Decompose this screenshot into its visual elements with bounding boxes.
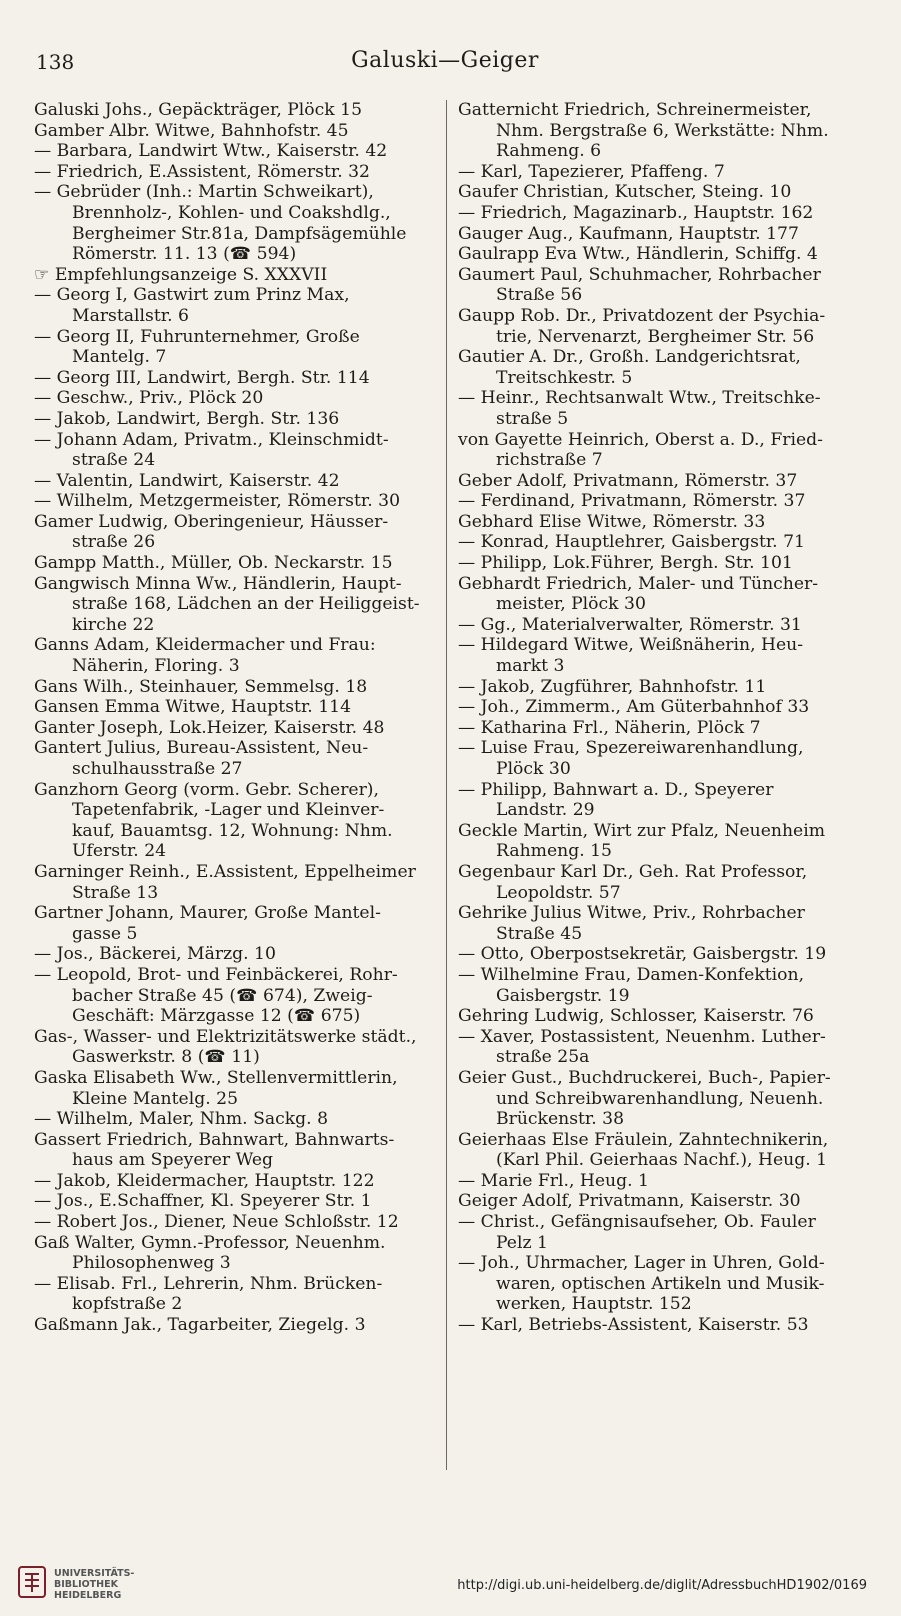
directory-entry xyxy=(458,821,868,862)
directory-entry xyxy=(458,697,868,718)
entry-continuation-line: straße 5 xyxy=(496,408,569,429)
entry-continuation-line: Brückenstr. 38 xyxy=(496,1109,625,1130)
entry-line: Geber Adolf, Privatmann, Römerstr. 37 xyxy=(458,470,798,491)
directory-entry xyxy=(34,491,434,512)
entry-line: — Barbara, Landwirt Wtw., Kaiserstr. 42 xyxy=(34,141,388,162)
entry-continuation-line: Gaswerkstr. 8 (☎ 11) xyxy=(72,1047,260,1068)
entry-line: Ganter Joseph, Lok.Heizer, Kaiserstr. 48 xyxy=(34,717,385,738)
entry-line: — Georg II, Fuhrunternehmer, Große xyxy=(34,326,360,347)
entry-line: — Katharina Frl., Näherin, Plöck 7 xyxy=(458,717,761,738)
entry-line: — Marie Frl., Heug. 1 xyxy=(458,1170,649,1191)
entry-line: — Leopold, Brot- und Feinbäckerei, Rohr- xyxy=(34,964,398,985)
directory-entry xyxy=(458,388,868,429)
directory-entry xyxy=(458,182,868,203)
entry-line: — Johann Adam, Privatm., Kleinschmidt- xyxy=(34,429,389,450)
directory-entry xyxy=(34,265,434,286)
entry-continuation-line: Tapetenfabrik, -Lager und Kleinver- xyxy=(72,800,385,821)
directory-entry xyxy=(458,635,868,676)
entry-line: Geckle Martin, Wirt zur Pfalz, Neuenheim xyxy=(458,820,825,841)
entry-line: — Robert Jos., Diener, Neue Schloßstr. 12 xyxy=(34,1212,399,1233)
entry-line: — Gebrüder (Inh.: Martin Schweikart), xyxy=(34,182,374,203)
entry-line: — Geschw., Priv., Plöck 20 xyxy=(34,388,264,409)
directory-entry xyxy=(34,512,434,553)
directory-entry xyxy=(34,1233,434,1274)
directory-entry xyxy=(458,1171,868,1192)
right-column xyxy=(458,100,868,1336)
directory-entry xyxy=(458,1006,868,1027)
entry-continuation-line: Römerstr. 11. 13 (☎ 594) xyxy=(72,244,297,265)
entry-line: — Georg I, Gastwirt zum Prinz Max, xyxy=(34,285,350,306)
column-divider xyxy=(446,100,447,1470)
entry-line: — Jakob, Kleidermacher, Hauptstr. 122 xyxy=(34,1170,375,1191)
entry-line: Geier Gust., Buchdruckerei, Buch-, Papier- xyxy=(458,1067,831,1088)
directory-entry xyxy=(458,862,868,903)
entry-line: Ganzhorn Georg (vorm. Gebr. Scherer), xyxy=(34,779,379,800)
entry-line: Gaßmann Jak., Tagarbeiter, Ziegelg. 3 xyxy=(34,1315,366,1336)
entry-continuation-line: Brennholz-, Kohlen- und Coakshdlg., xyxy=(72,202,391,223)
directory-entry xyxy=(34,944,434,965)
entry-line: Gauger Aug., Kaufmann, Hauptstr. 177 xyxy=(458,223,799,244)
entry-continuation-line: bacher Straße 45 (☎ 674), Zweig- xyxy=(72,985,373,1006)
directory-entry xyxy=(34,903,434,944)
directory-entry xyxy=(34,471,434,492)
entry-continuation-line: Nhm. Bergstraße 6, Werkstätte: Nhm. xyxy=(496,120,829,141)
entry-line: — Konrad, Hauptlehrer, Gaisbergstr. 71 xyxy=(458,532,805,553)
entry-continuation-line: Landstr. 29 xyxy=(496,800,595,821)
entry-line: Gas-, Wasser- und Elektrizitätswerke städt., xyxy=(34,1026,417,1047)
directory-entry xyxy=(34,1212,434,1233)
entry-continuation-line: Straße 56 xyxy=(496,285,583,306)
directory-entry xyxy=(458,944,868,965)
directory-entry xyxy=(458,265,868,306)
entry-continuation-line: haus am Speyerer Weg xyxy=(72,1150,274,1171)
directory-entry xyxy=(458,677,868,698)
entry-line: — Jakob, Zugführer, Bahnhofstr. 11 xyxy=(458,676,767,697)
entry-line: Gaska Elisabeth Ww., Stellenvermittlerin, xyxy=(34,1067,398,1088)
directory-entry xyxy=(34,1109,434,1130)
directory-entry xyxy=(34,1027,434,1068)
directory-entry xyxy=(34,1315,434,1336)
running-head: Galuski—Geiger xyxy=(351,48,539,73)
directory-entry xyxy=(34,553,434,574)
directory-entry xyxy=(458,738,868,779)
page-footer xyxy=(0,1520,901,1616)
entry-line: Gamer Ludwig, Oberingenieur, Häusser- xyxy=(34,511,389,532)
entry-line: Gebhardt Friedrich, Maler- und Tüncher- xyxy=(458,573,819,594)
entry-continuation-line: Plöck 30 xyxy=(496,759,571,779)
entry-continuation-line: waren, optischen Artikeln und Musik- xyxy=(496,1273,825,1294)
entry-line: Gebhard Elise Witwe, Römerstr. 33 xyxy=(458,511,766,532)
directory-entry xyxy=(34,1068,434,1109)
directory-entry xyxy=(458,1212,868,1253)
entry-continuation-line: (Karl Phil. Geierhaas Nachf.), Heug. 1 xyxy=(496,1150,828,1171)
directory-entry xyxy=(34,141,434,162)
entry-line: — Friedrich, E.Assistent, Römerstr. 32 xyxy=(34,161,370,182)
entry-continuation-line: Geschäft: Märzgasse 12 (☎ 675) xyxy=(72,1006,361,1027)
entry-line: Gautier A. Dr., Großh. Landgerichtsrat, xyxy=(458,347,801,368)
entry-line: — Georg III, Landwirt, Bergh. Str. 114 xyxy=(34,367,370,388)
directory-entry xyxy=(34,430,434,471)
entry-line: — Elisab. Frl., Lehrerin, Nhm. Brücken- xyxy=(34,1273,383,1294)
entry-line: Gassert Friedrich, Bahnwart, Bahnwarts- xyxy=(34,1129,395,1150)
directory-entry xyxy=(458,471,868,492)
entry-line: — Ferdinand, Privatmann, Römerstr. 37 xyxy=(458,491,806,512)
directory-entry xyxy=(458,1068,868,1130)
left-column xyxy=(34,100,434,1336)
directory-entry xyxy=(458,1191,868,1212)
entry-continuation-line: straße 26 xyxy=(72,532,156,553)
entry-continuation-line: Leopoldstr. 57 xyxy=(496,882,621,903)
directory-entry xyxy=(458,244,868,265)
directory-entry xyxy=(34,780,434,862)
directory-entry xyxy=(34,409,434,430)
entry-line: — Heinr., Rechtsanwalt Wtw., Treitschke- xyxy=(458,388,821,409)
entry-line: Gaumert Paul, Schuhmacher, Rohrbacher xyxy=(458,264,821,285)
entry-line: Gansen Emma Witwe, Hauptstr. 114 xyxy=(34,697,352,718)
directory-entry xyxy=(34,100,434,121)
entry-continuation-line: Rahmeng. 6 xyxy=(496,141,602,162)
entry-continuation-line: Straße 45 xyxy=(496,923,583,944)
directory-entry xyxy=(34,1171,434,1192)
entry-continuation-line: markt 3 xyxy=(496,656,565,677)
directory-entry xyxy=(34,388,434,409)
entry-line: Gegenbaur Karl Dr., Geh. Rat Professor, xyxy=(458,861,808,882)
entry-line: — Hildegard Witwe, Weißnäherin, Heu- xyxy=(458,635,804,656)
entry-continuation-line: werken, Hauptstr. 152 xyxy=(496,1294,692,1315)
directory-entry xyxy=(458,203,868,224)
directory-entry xyxy=(34,738,434,779)
logo-line: BIBLIOTHEK xyxy=(54,1579,118,1590)
entry-line: Gaulrapp Eva Wtw., Händlerin, Schiffg. 4 xyxy=(458,244,818,265)
entry-continuation-line: Gaisbergstr. 19 xyxy=(496,985,630,1006)
directory-entry xyxy=(458,553,868,574)
directory-entry xyxy=(458,718,868,739)
directory-entry xyxy=(34,1130,434,1171)
entry-line: — Friedrich, Magazinarb., Hauptstr. 162 xyxy=(458,202,814,223)
entry-line: Ganns Adam, Kleidermacher und Frau: xyxy=(34,635,376,656)
entry-continuation-line: Kleine Mantelg. 25 xyxy=(72,1088,239,1109)
directory-entry xyxy=(34,162,434,183)
page-header xyxy=(30,44,860,80)
entry-line: — Luise Frau, Spezereiwarenhandlung, xyxy=(458,738,804,759)
entry-line: Gatternicht Friedrich, Schreinermeister, xyxy=(458,100,812,120)
entry-line: Geiger Adolf, Privatmann, Kaiserstr. 30 xyxy=(458,1191,801,1212)
directory-entry xyxy=(34,285,434,326)
entry-line: — Karl, Betriebs-Assistent, Kaiserstr. 53 xyxy=(458,1315,809,1336)
directory-entry xyxy=(34,368,434,389)
entry-line: — Christ., Gefängnisaufseher, Ob. Fauler xyxy=(458,1212,816,1233)
entry-line: — Xaver, Postassistent, Neuenhm. Luther- xyxy=(458,1026,826,1047)
entry-continuation-line: straße 168, Lädchen an der Heiliggeist- xyxy=(72,594,420,615)
directory-entry xyxy=(458,532,868,553)
directory-entry xyxy=(458,100,868,162)
source-url-link[interactable]: http://digi.ub.uni-heidelberg.de/diglit/AdressbuchHD1902/0169 xyxy=(457,1578,867,1593)
entry-line: Gantert Julius, Bureau-Assistent, Neu- xyxy=(34,738,369,759)
entry-continuation-line: und Schreibwarenhandlung, Neuenh. xyxy=(496,1088,824,1109)
entry-line: — Wilhelm, Metzgermeister, Römerstr. 30 xyxy=(34,491,401,512)
entry-line: — Wilhelmine Frau, Damen-Konfektion, xyxy=(458,964,805,985)
directory-entry xyxy=(458,1315,868,1336)
entry-line: Gaß Walter, Gymn.-Professor, Neuenhm. xyxy=(34,1232,386,1253)
directory-entry xyxy=(458,1130,868,1171)
entry-continuation-line: meister, Plöck 30 xyxy=(496,594,646,615)
directory-entry xyxy=(34,862,434,903)
directory-entry xyxy=(458,306,868,347)
entry-continuation-line: gasse 5 xyxy=(72,923,138,944)
entry-continuation-line: kauf, Bauamtsg. 12, Wohnung: Nhm. xyxy=(72,820,393,841)
directory-entry xyxy=(34,718,434,739)
entry-line: Gartner Johann, Maurer, Große Mantel- xyxy=(34,903,381,924)
entry-line: — Otto, Oberpostsekretär, Gaisbergstr. 19 xyxy=(458,944,827,965)
entry-line: — Philipp, Bahnwart a. D., Speyerer xyxy=(458,779,774,800)
directory-entry xyxy=(458,615,868,636)
directory-entry xyxy=(34,697,434,718)
entry-line: Gamber Albr. Witwe, Bahnhofstr. 45 xyxy=(34,120,349,141)
directory-entry xyxy=(458,162,868,183)
directory-entry xyxy=(458,224,868,245)
entry-continuation-line: Marstallstr. 6 xyxy=(72,305,189,326)
entry-continuation-line: trie, Nervenarzt, Bergheimer Str. 56 xyxy=(496,326,815,347)
directory-entry xyxy=(34,965,434,1027)
directory-entry xyxy=(458,903,868,944)
directory-entry xyxy=(458,1253,868,1315)
directory-entry xyxy=(458,430,868,471)
entry-continuation-line: schulhausstraße 27 xyxy=(72,759,243,779)
entry-line: — Jos., E.Schaffner, Kl. Speyerer Str. 1 xyxy=(34,1191,372,1212)
directory-entry xyxy=(458,1027,868,1068)
entry-line: — Jakob, Landwirt, Bergh. Str. 136 xyxy=(34,408,340,429)
entry-line: Geierhaas Else Fräulein, Zahntechnikerin, xyxy=(458,1129,829,1150)
directory-entry xyxy=(458,347,868,388)
entry-continuation-line: Treitschkestr. 5 xyxy=(496,367,633,388)
entry-continuation-line: Straße 13 xyxy=(72,882,159,903)
entry-continuation-line: Rahmeng. 15 xyxy=(496,841,612,862)
directory-entry xyxy=(458,965,868,1006)
entry-line: — Joh., Uhrmacher, Lager in Uhren, Gold- xyxy=(458,1253,825,1274)
entry-line: — Gg., Materialverwalter, Römerstr. 31 xyxy=(458,614,802,635)
directory-entry xyxy=(458,780,868,821)
page-number: 138 xyxy=(36,50,75,74)
entry-line: — Philipp, Lok.Führer, Bergh. Str. 101 xyxy=(458,553,793,574)
entry-line: Gampp Matth., Müller, Ob. Neckarstr. 15 xyxy=(34,553,393,574)
logo-line: HEIDELBERG xyxy=(54,1590,122,1601)
entry-line: Galuski Johs., Gepäckträger, Plöck 15 xyxy=(34,100,363,120)
library-logo xyxy=(18,1564,258,1604)
entry-continuation-line: Uferstr. 24 xyxy=(72,841,167,862)
entry-line: Gehring Ludwig, Schlosser, Kaiserstr. 76 xyxy=(458,1006,814,1027)
entry-line: ☞ Empfehlungsanzeige S. XXXVII xyxy=(34,264,328,285)
library-logo-text xyxy=(54,1568,134,1601)
entry-line: — Joh., Zimmerm., Am Güterbahnhof 33 xyxy=(458,697,810,718)
entry-line: Gehrike Julius Witwe, Priv., Rohrbacher xyxy=(458,903,805,924)
entry-line: Gans Wilh., Steinhauer, Semmelsg. 18 xyxy=(34,676,368,697)
directory-entry xyxy=(34,182,434,264)
directory-entry xyxy=(34,677,434,698)
entry-line: Gaupp Rob. Dr., Privatdozent der Psychia- xyxy=(458,305,826,326)
entry-continuation-line: Näherin, Floring. 3 xyxy=(72,656,240,677)
entry-line: — Jos., Bäckerei, Märzg. 10 xyxy=(34,944,276,965)
directory-entry xyxy=(34,327,434,368)
directory-entry xyxy=(34,1191,434,1212)
entry-continuation-line: kopfstraße 2 xyxy=(72,1294,183,1315)
entry-continuation-line: Pelz 1 xyxy=(496,1232,548,1253)
entry-line: von Gayette Heinrich, Oberst a. D., Fried- xyxy=(458,429,823,450)
entry-line: Gaufer Christian, Kutscher, Steing. 10 xyxy=(458,182,792,203)
directory-entry xyxy=(34,121,434,142)
directory-entry xyxy=(458,512,868,533)
entry-line: Garninger Reinh., E.Assistent, Eppelheimer xyxy=(34,861,416,882)
entry-line: Gangwisch Minna Ww., Händlerin, Haupt- xyxy=(34,573,402,594)
directory-entry xyxy=(34,574,434,636)
directory-entry xyxy=(458,491,868,512)
entry-continuation-line: Mantelg. 7 xyxy=(72,347,167,368)
directory-entry xyxy=(34,635,434,676)
entry-line: — Wilhelm, Maler, Nhm. Sackg. 8 xyxy=(34,1109,328,1130)
entry-continuation-line: Bergheimer Str.81a, Dampfsägemühle xyxy=(72,223,407,244)
entry-line: — Valentin, Landwirt, Kaiserstr. 42 xyxy=(34,470,340,491)
entry-continuation-line: Philosophenweg 3 xyxy=(72,1253,231,1274)
entry-continuation-line: richstraße 7 xyxy=(496,450,603,471)
directory-entry xyxy=(458,574,868,615)
entry-continuation-line: straße 24 xyxy=(72,450,156,471)
entry-continuation-line: kirche 22 xyxy=(72,614,155,635)
logo-line: UNIVERSITÄTS- xyxy=(54,1568,135,1579)
library-logo-icon xyxy=(18,1566,46,1598)
directory-entry xyxy=(34,1274,434,1315)
entry-line: — Karl, Tapezierer, Pfaffeng. 7 xyxy=(458,161,725,182)
entry-continuation-line: straße 25a xyxy=(496,1047,590,1068)
